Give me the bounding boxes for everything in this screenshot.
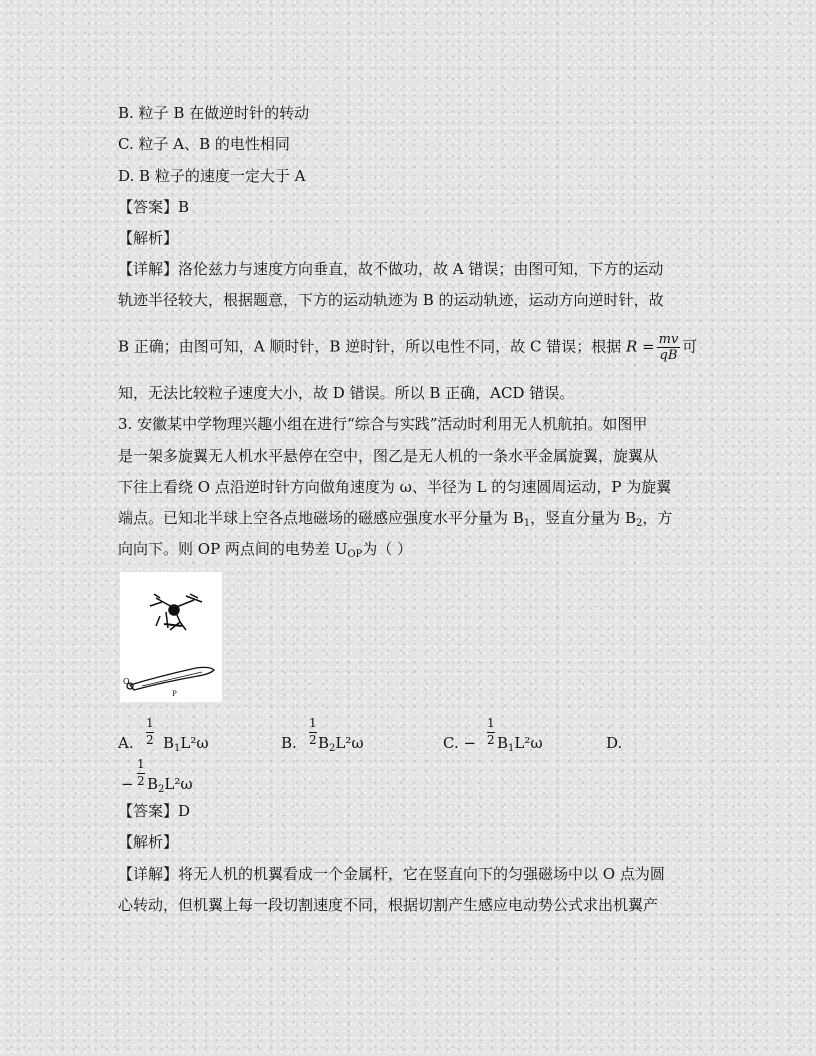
question3-line4-sub2: 2 (635, 518, 643, 529)
choice-c (443, 733, 476, 753)
question3-line3: 下往上看绕 O 点沿逆时针方向做角速度为 ω、半径为 L 的匀速圆周运动，P 为旋翼 (118, 478, 672, 496)
choice-a-label: A. (118, 734, 134, 752)
choice-c-sub: 1 (508, 743, 515, 754)
drone-figure (120, 572, 222, 702)
drone-figure-svg (120, 572, 222, 702)
choice-b-label: B. (281, 734, 297, 752)
choice-b-b: B (318, 734, 330, 752)
detail-prev-line3-tail: 可 (682, 337, 698, 356)
formula-denominator: qB (659, 348, 678, 363)
choice-d-expr (147, 774, 193, 794)
choice-a-sub: 1 (174, 743, 181, 754)
rotor-blade (127, 667, 214, 690)
question3-line5-a: 向向下。则 OP 两点间的电势差 U (118, 540, 348, 558)
question3-line1: 3. 安徽某中学物理兴趣小组在进行“综合与实践”活动时利用无人机航拍。如图甲 (118, 415, 648, 433)
choice-a-rest: L²ω (180, 734, 209, 752)
choice-b-sub: 2 (329, 743, 336, 754)
question3-line4-sub1: 1 (523, 518, 531, 529)
choice-b-half-den: 2 (309, 733, 317, 747)
figure-label-o: O (123, 677, 130, 686)
choice-d-half-num: 1 (137, 757, 145, 771)
choice-c-rest: L²ω (514, 734, 543, 752)
choice-d-minus: − (121, 775, 134, 793)
question3-line2: 是一架多旋翼无人机水平悬停在空中，图乙是无人机的一条水平金属旋翼，旋翼从 (118, 447, 659, 465)
answer3: 【答案】D (118, 802, 191, 820)
detail3-line2: 心转动，但机翼上每一段切割速度不同，根据切割产生感应电动势公式求出机翼产 (118, 896, 659, 914)
choice-c-label: C. − (443, 734, 477, 752)
choice-d-half-den: 2 (137, 774, 145, 788)
choice-a-half-num: 1 (146, 716, 154, 730)
option-c-prev: C. 粒子 A、B 的电性相同 (118, 135, 290, 153)
choice-b-half-num: 1 (309, 716, 317, 730)
detail-prev-line3 (118, 332, 698, 363)
choice-b-expr (318, 733, 364, 753)
option-b-prev: B. 粒子 B 在做逆时针的转动 (118, 104, 310, 122)
formula-fraction (657, 332, 681, 363)
question3-line5 (118, 539, 698, 559)
choice-c-b: B (497, 734, 509, 752)
choice-b-half (309, 716, 317, 747)
drone-illustration (150, 594, 202, 630)
detail-prev-line3-text: B 正确；由图可知，A 顺时针，B 逆时针，所以电性不同，故 C 错误；根据 (118, 337, 622, 356)
choice-a-half-den: 2 (146, 733, 154, 747)
formula-lhs: R = (625, 337, 655, 356)
choice-d-label: D. (606, 734, 623, 752)
question3-line5-sub: OP (347, 549, 363, 560)
choice-c-half-den: 2 (487, 733, 495, 747)
detail-prev-line4: 知，无法比较粒子速度大小，故 D 错误。所以 B 正确，ACD 错误。 (118, 384, 575, 402)
question3-line4-a: 端点。已知北半球上空各点地磁场的磁感应强度水平分量为 B (118, 509, 524, 527)
choice-a (118, 733, 134, 753)
choice-c-half-num: 1 (487, 716, 495, 730)
analysis-label3: 【解析】 (118, 833, 179, 851)
analysis-label-prev: 【解析】 (118, 229, 179, 247)
option-d-prev: D. B 粒子的速度一定大于 A (118, 167, 306, 185)
choice-d-half (137, 757, 145, 788)
choice-d-b: B (147, 775, 159, 793)
choice-c-half (487, 716, 495, 747)
figure-label-p: P (172, 690, 177, 698)
choice-b (281, 733, 297, 753)
choice-d-rest: L²ω (164, 775, 193, 793)
formula-numerator: mv (658, 332, 679, 347)
choice-a-b: B (163, 734, 175, 752)
detail-prev-line1: 【详解】洛伦兹力与速度方向垂直，故不做功，故 A 错误；由图可知，下方的运动 (118, 260, 664, 278)
detail3-line1: 【详解】将无人机的机翼看成一个金属杆，它在竖直向下的匀强磁场中以 O 点为圆 (118, 865, 665, 883)
choice-d (606, 733, 622, 753)
choice-a-half (146, 716, 154, 747)
question3-line4-c: ，方 (642, 509, 673, 527)
answer-prev: 【答案】B (118, 198, 190, 216)
question3-line4 (118, 508, 698, 528)
question3-line5-b: 为（ ） (362, 540, 413, 558)
choice-a-expr (163, 733, 209, 753)
choice-c-expr (497, 733, 543, 753)
choice-b-rest: L²ω (335, 734, 364, 752)
detail-prev-line2: 轨迹半径较大，根据题意，下方的运动轨迹为 B 的运动轨迹，运动方向逆时针，故 (118, 291, 664, 309)
question3-line4-b: ，竖直分量为 B (530, 509, 636, 527)
choice-d-sub: 2 (158, 784, 165, 795)
